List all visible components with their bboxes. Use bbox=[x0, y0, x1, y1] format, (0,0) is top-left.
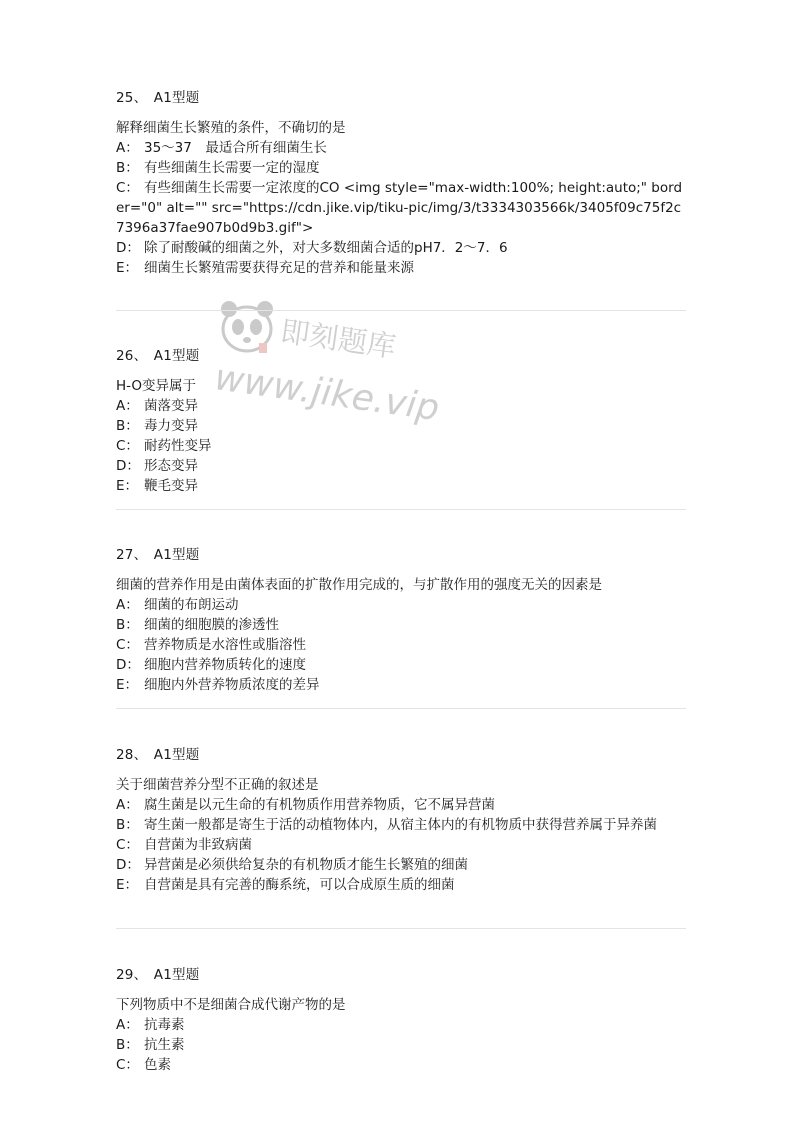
question-type: A1型题 bbox=[153, 90, 200, 106]
option-letter: D： bbox=[116, 240, 140, 256]
option-text: 腐生菌是以元生命的有机物质作用营养物质，它不属异营菌 bbox=[144, 797, 495, 813]
option-text: 鞭毛变异 bbox=[144, 478, 198, 494]
option-text: 耐药性变异 bbox=[144, 438, 212, 454]
question-stem: H-O变异属于 bbox=[116, 378, 197, 394]
option-text: 营养物质是水溶性或脂溶性 bbox=[144, 637, 306, 653]
option-letter: E： bbox=[116, 877, 139, 893]
option-text: 寄生菌一般都是寄生于活的动植物体内，从宿主体内的有机物质中获得营养属于异养菌 bbox=[144, 817, 657, 833]
question-type: A1型题 bbox=[153, 547, 200, 563]
option-letter: C： bbox=[116, 438, 139, 454]
option-a bbox=[116, 138, 688, 158]
option-text: 有些细菌生长需要一定浓度的CO <img style="max-width:100%; height:auto;" border="0" alt="" src="https://cdn.jike.vip/tiku-pic/img/3/t3334303566k/3405f09c75f2c7396a37fae907b0d9b3.gif"> bbox=[116, 180, 683, 236]
option-text: 细菌的细胞膜的渗透性 bbox=[144, 617, 279, 633]
option-text: 自营菌是具有完善的酶系统，可以合成原生质的细菌 bbox=[144, 877, 455, 893]
option-a bbox=[116, 396, 688, 416]
option-d bbox=[116, 855, 688, 875]
option-letter: D： bbox=[116, 657, 140, 673]
option-b bbox=[116, 416, 688, 436]
question-stem: 关于细菌营养分型不正确的叙述是 bbox=[116, 777, 319, 793]
option-e bbox=[116, 875, 688, 895]
option-letter: E： bbox=[116, 478, 139, 494]
question-26 bbox=[116, 346, 688, 496]
divider bbox=[116, 509, 686, 510]
question-number: 26、 bbox=[116, 348, 148, 364]
option-letter: A： bbox=[116, 1017, 139, 1033]
option-letter: D： bbox=[116, 458, 140, 474]
option-letter: C： bbox=[116, 837, 139, 853]
option-text: 菌落变异 bbox=[144, 398, 198, 414]
question-type: A1型题 bbox=[153, 747, 200, 763]
option-letter: C： bbox=[116, 1057, 139, 1073]
option-text: 细胞内营养物质转化的速度 bbox=[144, 657, 306, 673]
option-letter: B： bbox=[116, 617, 139, 633]
question-stem: 下列物质中不是细菌合成代谢产物的是 bbox=[116, 997, 346, 1013]
divider bbox=[116, 310, 686, 311]
option-letter: B： bbox=[116, 160, 139, 176]
option-letter: A： bbox=[116, 140, 139, 156]
option-letter: A： bbox=[116, 398, 139, 414]
option-c bbox=[116, 835, 688, 855]
question-header bbox=[116, 346, 688, 366]
divider bbox=[116, 708, 686, 709]
option-b bbox=[116, 158, 688, 178]
option-letter: C： bbox=[116, 637, 139, 653]
option-b bbox=[116, 815, 688, 835]
option-letter: C： bbox=[116, 180, 139, 196]
watermark-brand: 即刻题库 bbox=[278, 314, 399, 364]
option-text: 抗生素 bbox=[144, 1037, 185, 1053]
option-e bbox=[116, 476, 688, 496]
question-header bbox=[116, 745, 688, 765]
question-stem: 解释细菌生长繁殖的条件，不确切的是 bbox=[116, 120, 346, 136]
option-text: 自营菌为非致病菌 bbox=[144, 837, 252, 853]
option-text: 异营菌是必须供给复杂的有机物质才能生长繁殖的细菌 bbox=[144, 857, 468, 873]
question-25 bbox=[116, 88, 688, 278]
option-e bbox=[116, 258, 688, 278]
option-text: 细菌的布朗运动 bbox=[144, 597, 239, 613]
option-b bbox=[116, 615, 688, 635]
option-text: 35～37 最适合所有细菌生长 bbox=[144, 140, 327, 156]
option-text: 色素 bbox=[144, 1057, 171, 1073]
question-header bbox=[116, 965, 688, 985]
question-type: A1型题 bbox=[153, 967, 200, 983]
option-d bbox=[116, 238, 688, 258]
option-letter: A： bbox=[116, 597, 139, 613]
option-letter: E： bbox=[116, 677, 139, 693]
option-c bbox=[116, 1055, 688, 1075]
option-letter: D： bbox=[116, 857, 140, 873]
option-text: 除了耐酸碱的细菌之外，对大多数细菌合适的pH7．2～7．6 bbox=[144, 240, 508, 256]
question-29 bbox=[116, 965, 688, 1075]
option-c bbox=[116, 178, 688, 238]
option-e bbox=[116, 675, 688, 695]
option-c bbox=[116, 436, 688, 456]
question-number: 25、 bbox=[116, 90, 148, 106]
option-text: 毒力变异 bbox=[144, 418, 198, 434]
question-28 bbox=[116, 745, 688, 895]
option-a bbox=[116, 1015, 688, 1035]
option-b bbox=[116, 1035, 688, 1055]
question-type: A1型题 bbox=[153, 348, 200, 364]
question-header bbox=[116, 88, 688, 108]
question-27 bbox=[116, 545, 688, 695]
question-stem: 细菌的营养作用是由菌体表面的扩散作用完成的，与扩散作用的强度无关的因素是 bbox=[116, 577, 602, 593]
question-number: 29、 bbox=[116, 967, 148, 983]
divider bbox=[116, 928, 686, 929]
option-letter: B： bbox=[116, 1037, 139, 1053]
option-letter: B： bbox=[116, 817, 139, 833]
option-a bbox=[116, 595, 688, 615]
option-text: 形态变异 bbox=[144, 458, 198, 474]
option-letter: A： bbox=[116, 797, 139, 813]
question-header bbox=[116, 545, 688, 565]
option-text: 有些细菌生长需要一定的湿度 bbox=[144, 160, 320, 176]
option-letter: E： bbox=[116, 260, 139, 276]
question-number: 27、 bbox=[116, 547, 148, 563]
question-number: 28、 bbox=[116, 747, 148, 763]
option-d bbox=[116, 655, 688, 675]
watermark-url: www.jike.vip bbox=[212, 357, 442, 430]
option-a bbox=[116, 795, 688, 815]
option-d bbox=[116, 456, 688, 476]
option-text: 细胞内外营养物质浓度的差异 bbox=[144, 677, 320, 693]
option-letter: B： bbox=[116, 418, 139, 434]
option-text: 细菌生长繁殖需要获得充足的营养和能量来源 bbox=[144, 260, 414, 276]
option-text: 抗毒素 bbox=[144, 1017, 185, 1033]
option-c bbox=[116, 635, 688, 655]
